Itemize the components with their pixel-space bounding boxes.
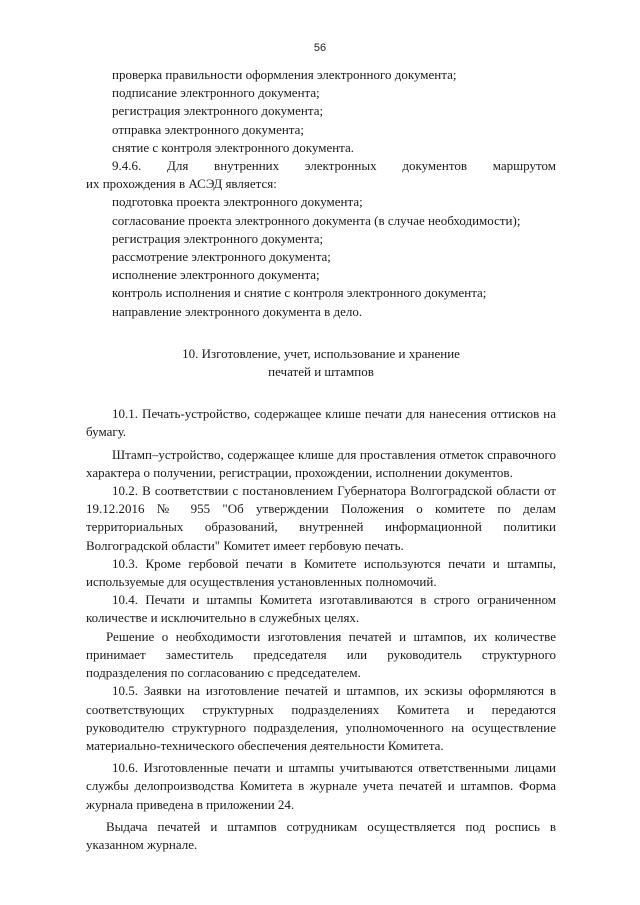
clause-9-4-6-line1: 9.4.6. Для внутренних электронных документов маршрутом — [112, 158, 556, 174]
list-item: подготовка проекта электронного документа; — [112, 194, 363, 210]
paragraph-10-5: 10.5. Заявки на изготовление печатей и штампов, их эскизы оформляются в соответствующих структурных подразделениях Комитета и передаются руководителю структурного подразделения, уполномоченного на осуществление материально-технического обеспечения деятельности Комитета. — [86, 683, 556, 753]
list-item: регистрация электронного документа; — [112, 103, 324, 119]
paragraph-10-2: 10.2. В соответствии с постановлением Губернатора Волгоградской области от 19.12.2016 № 955 "Об утверждении Положения о комитете по делам территориальных образований, внутренней информационной политики Волгоградской области" Комитет имеет гербовую печать. — [86, 483, 556, 553]
list-a — [86, 66, 556, 157]
section-heading-line1: 10. Изготовление, учет, использование и хранение — [182, 345, 460, 361]
paragraph-10-1: 10.1. Печать-устройство, содержащее клише печати для нанесения оттисков на бумагу. — [86, 406, 556, 440]
list-item: подписание электронного документа; — [112, 85, 320, 101]
list-item: направление электронного документа в дело. — [112, 303, 363, 319]
list-item: контроль исполнения и снятие с контроля электронного документа; — [112, 285, 487, 301]
list-item: регистрация электронного документа; — [112, 230, 324, 246]
page-number: 56 — [313, 42, 327, 54]
paragraph-10-4: 10.4. Печати и штампы Комитета изготавливаются в строго ограниченном количестве и исключительно в служебных целях. — [86, 592, 556, 626]
list-item: проверка правильности оформления электронного документа; — [112, 67, 457, 82]
clause-9-4-6-line2: их прохождения в АСЭД является: — [86, 176, 277, 192]
paragraph-decision: Решение о необходимости изготовления печатей и штампов, их количестве принимает заместитель председателя или руководитель структурного подразделения по согласованию с председателем. — [86, 628, 556, 681]
paragraph-stamp-definition: Штамп–устройство, содержащее клише для проставления отметок справочного характера о получении, регистрации, прохождении, исполнении документов. — [86, 446, 556, 480]
list-item: согласование проекта электронного документа (в случае необходимости); — [112, 212, 521, 228]
list-item: исполнение электронного документа; — [112, 267, 320, 283]
paragraph-10-3: 10.3. Кроме гербовой печати в Комитете используются печати и штампы, используемые для осуществления установленных полномочий. — [86, 555, 556, 590]
document-body — [86, 66, 556, 854]
list-item: отправка электронного документа; — [112, 121, 305, 137]
paragraph-10-6: 10.6. Изготовленные печати и штампы учитываются ответственными лицами службы делопроизводства Комитета в журнале учета печатей и штампов. Форма журнала приведена в приложении 24. — [86, 760, 556, 812]
section-heading — [86, 345, 556, 381]
list-b — [86, 193, 556, 320]
paragraph-issue: Выдача печатей и штампов сотрудникам осуществляется под роспись в указанном журнале. — [86, 818, 556, 852]
clause-9-4-6 — [86, 157, 556, 193]
section-heading-line2: печатей и штампов — [268, 364, 374, 380]
list-item: рассмотрение электронного документа; — [112, 249, 331, 265]
list-item: снятие с контроля электронного документа. — [112, 139, 355, 155]
